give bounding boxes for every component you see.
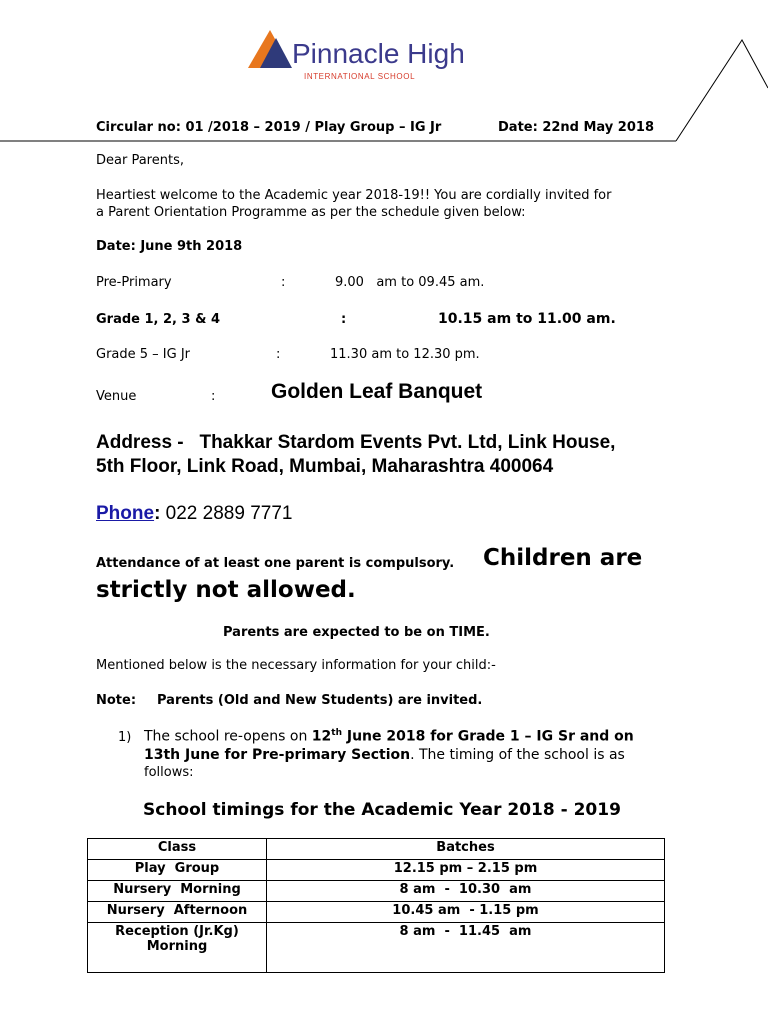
class-cell: Nursery Afternoon xyxy=(88,902,267,923)
table-header-row xyxy=(88,839,665,860)
class-cell: Play Group xyxy=(88,860,267,881)
column-header-batches: Batches xyxy=(267,839,665,860)
schedule-label-grade-1-4: Grade 1, 2, 3 & 4 xyxy=(96,312,221,327)
venue-label: Venue xyxy=(96,389,137,404)
phone-line xyxy=(96,503,292,525)
reopen-line-2: 13th June for Pre-primary Section. The timing of the school is as xyxy=(144,747,625,763)
table-row xyxy=(88,902,665,923)
phone-colon: : xyxy=(154,503,161,524)
column-header-class: Class xyxy=(88,839,267,860)
note-text: Parents (Old and New Students) are invited. xyxy=(157,693,483,708)
greeting: Dear Parents, xyxy=(96,153,184,168)
table-row xyxy=(88,881,665,902)
children-warning-line-1: Children are xyxy=(483,545,643,571)
logo-subtitle: INTERNATIONAL SCHOOL xyxy=(304,72,416,81)
schedule-sep: : xyxy=(341,312,347,327)
circular-number: Circular no: 01 /2018 – 2019 / Play Group – IG Jr xyxy=(96,120,442,135)
schedule-sep: : xyxy=(281,275,286,290)
reopen-line-1: The school re-opens on 12th June 2018 for Grade 1 – IG Sr and on xyxy=(144,728,634,745)
batch-cell: 12.15 pm – 2.15 pm xyxy=(267,860,665,881)
mountain-line xyxy=(676,40,768,141)
on-time-note: Parents are expected to be on TIME. xyxy=(223,625,490,640)
schedule-label-grade-5: Grade 5 – IG Jr xyxy=(96,347,191,362)
list-number: 1) xyxy=(118,730,132,745)
batch-cell: 8 am - 10.30 am xyxy=(267,881,665,902)
schedule-time-grade-5: 11.30 am to 12.30 pm. xyxy=(330,347,480,362)
timings-title: School timings for the Academic Year 2018 - 2019 xyxy=(143,800,621,820)
children-warning-line-2: strictly not allowed. xyxy=(96,577,356,603)
attendance-note: Attendance of at least one parent is compulsory. xyxy=(96,556,455,571)
schedule-time-pre-primary: 9.00 am to 09.45 am. xyxy=(335,275,485,290)
phone-link[interactable]: Phone xyxy=(96,503,155,524)
address-line-2: 5th Floor, Link Road, Mumbai, Maharashtra 400064 xyxy=(96,456,554,477)
welcome-line-1: Heartiest welcome to the Academic year 2018-19!! You are cordially invited for xyxy=(96,188,612,203)
batch-cell: 10.45 am - 1.15 pm xyxy=(267,902,665,923)
table-row xyxy=(88,923,665,973)
reopen-line-3: follows: xyxy=(144,765,194,780)
school-logo xyxy=(246,28,506,84)
logo-name: Pinnacle High xyxy=(292,38,465,69)
schedule-sep: : xyxy=(276,347,281,362)
mentioned-info: Mentioned below is the necessary information for your child:- xyxy=(96,658,496,673)
schedule-time-grade-1-4: 10.15 am to 11.00 am. xyxy=(438,311,616,327)
schedule-label-pre-primary: Pre-Primary xyxy=(96,275,172,290)
note-label: Note: xyxy=(96,693,137,708)
circular-date: Date: 22nd May 2018 xyxy=(498,120,654,135)
batch-cell: 8 am - 11.45 am xyxy=(267,923,665,973)
timings-table xyxy=(87,838,665,973)
welcome-line-2: a Parent Orientation Programme as per the schedule given below: xyxy=(96,205,526,220)
venue-sep: : xyxy=(211,389,216,404)
address-line-1: Address - Thakkar Stardom Events Pvt. Ltd, Link House, xyxy=(96,432,616,453)
event-date: Date: June 9th 2018 xyxy=(96,239,243,254)
class-cell: Nursery Morning xyxy=(88,881,267,902)
phone-number: 022 2889 7771 xyxy=(160,503,293,524)
venue-name: Golden Leaf Banquet xyxy=(271,380,483,403)
pinnacle-logo-icon xyxy=(246,28,296,70)
class-cell: Reception (Jr.Kg) Morning xyxy=(88,923,267,973)
table-row xyxy=(88,860,665,881)
